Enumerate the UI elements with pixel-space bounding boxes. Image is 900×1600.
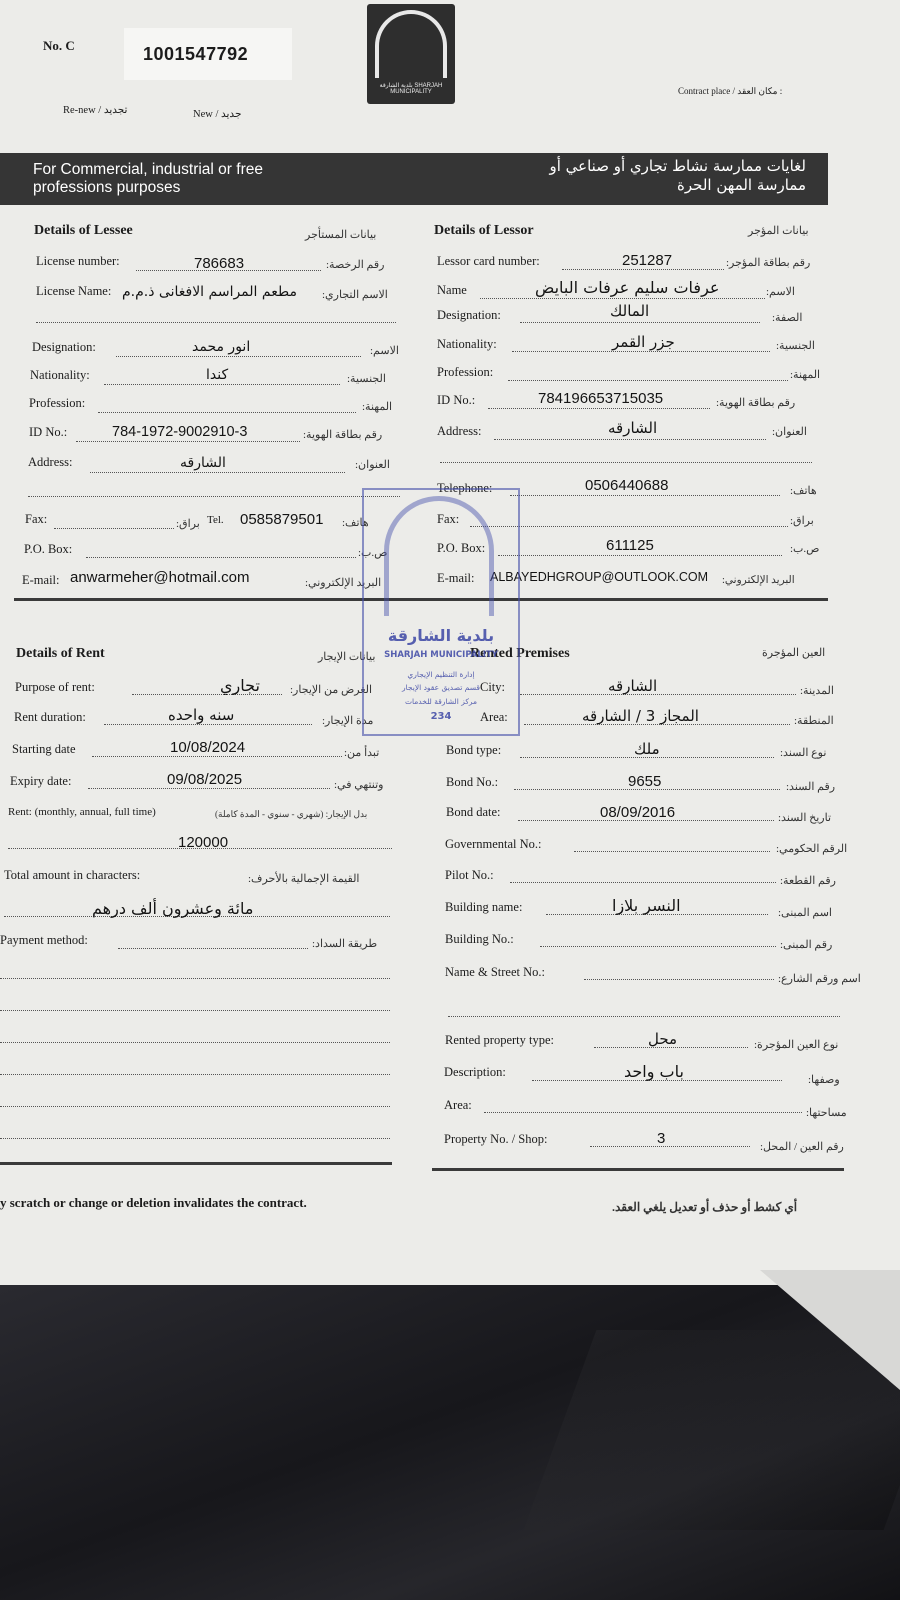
premises-type-ar: نوع العين المؤجرة: xyxy=(754,1039,839,1051)
logo-text: بلدية الشارقة SHARJAH MUNICIPALITY xyxy=(379,83,443,95)
rent-purpose-ar: الغرض من الإيجار: xyxy=(290,684,373,696)
lessee-fax-label: Fax: xyxy=(25,512,48,526)
lessor-card-number: 251287 xyxy=(622,252,673,269)
purpose-banner xyxy=(0,153,828,205)
lessor-profession-ar: المهنة: xyxy=(790,369,821,381)
lessor-address-ar: العنوان: xyxy=(772,426,807,438)
lessee-designation: انور محمد xyxy=(192,339,251,355)
rent-amount-label: Rent: (monthly, annual, full time) xyxy=(8,806,156,818)
lessor-email-ar: البريد الإلكتروني: xyxy=(722,575,795,586)
premises-desc: باب واحد xyxy=(624,1062,684,1081)
rent-total-words: مائة وعشرون ألف درهم xyxy=(92,899,254,918)
banner-arabic: لغايات ممارسة نشاط تجاري أو صناعي أو ممارسة المهن الحرة xyxy=(549,157,806,194)
rent-duration: سنه واحده xyxy=(168,706,235,724)
lessee-nationality-ar: الجنسية: xyxy=(347,373,386,385)
premises-street-ar: اسم ورقم الشارع: xyxy=(778,973,861,985)
rent-start-date: 10/08/2024 xyxy=(170,739,246,756)
lessee-nationality-label: Nationality: xyxy=(30,368,90,382)
footer-note-en: y scratch or change or deletion invalidates the contract. xyxy=(0,1195,307,1210)
lessee-pobox-ar: ص.ب: xyxy=(358,547,388,559)
lessee-email-label: E-mail: xyxy=(22,573,60,587)
sharjah-municipality-logo xyxy=(367,4,455,104)
lessee-id-label: ID No.: xyxy=(29,425,68,439)
lessee-license-number-label: License number: xyxy=(36,254,120,268)
premises-prop-label: Property No. / Shop: xyxy=(444,1132,548,1146)
lessee-title-ar: بيانات المستأجر xyxy=(305,229,377,241)
stamp-line5: مركز الشارقة للخدمات xyxy=(404,697,478,706)
lessor-card-ar: رقم بطاقة المؤجر: xyxy=(726,257,811,269)
premises-bond-date-ar: تاريخ السند: xyxy=(778,812,832,824)
rent-expiry-ar: وتنتهي في: xyxy=(334,779,384,791)
premises-building-name-label: Building name: xyxy=(445,900,523,914)
stamp-line6: 234 xyxy=(430,711,452,722)
lessee-designation-label: Designation: xyxy=(32,340,96,354)
premises-bond-type-ar: نوع السند: xyxy=(780,747,827,759)
lessor-pobox: 611125 xyxy=(606,537,654,554)
lessor-telephone-label: Telephone: xyxy=(437,481,493,495)
rent-purpose: تجاري xyxy=(220,676,260,695)
rent-expiry-date: 09/08/2025 xyxy=(167,771,243,788)
premises-bond-type: ملك xyxy=(634,740,660,758)
premises-building-name: النسر بلازا xyxy=(612,896,681,915)
contract-no-label: No. C xyxy=(43,38,75,53)
lessor-fax-label: Fax: xyxy=(437,512,460,526)
premises-title-ar: العين المؤجرة xyxy=(762,647,826,659)
lessee-address-ar: العنوان: xyxy=(355,459,390,471)
premises-street-label: Name & Street No.: xyxy=(445,965,545,979)
lessor-name-label: Name xyxy=(437,283,467,297)
premises-bond-no-label: Bond No.: xyxy=(446,775,499,789)
lessee-nationality: كندا xyxy=(206,367,229,383)
premises-city-label: City: xyxy=(480,680,506,694)
stamp-line3: إدارة التنظيم الإيجاري xyxy=(407,670,475,679)
lessor-id-label: ID No.: xyxy=(437,393,476,407)
lessor-address: الشارقه xyxy=(608,419,658,437)
renew-label: Re-new / تجديد xyxy=(63,105,128,116)
lessor-email-label: E-mail: xyxy=(437,571,475,585)
lessor-profession-label: Profession: xyxy=(437,365,494,379)
rent-amount: 120000 xyxy=(178,834,229,851)
premises-type: محل xyxy=(648,1030,678,1048)
lessor-id-ar: رقم بطاقة الهوية: xyxy=(716,397,796,409)
lessor-fax-ar: براق: xyxy=(790,515,814,527)
stamp-line4: قسم تصديق عقود الإيجار xyxy=(402,683,480,692)
rent-title: Details of Rent xyxy=(16,646,105,661)
contract-place: Contract place / مكان العقد : xyxy=(678,86,783,96)
rent-start-label: Starting date xyxy=(12,742,76,756)
lessor-pobox-label: P.O. Box: xyxy=(437,541,486,555)
lessee-pobox-label: P.O. Box: xyxy=(24,542,73,556)
premises-prop-no: 3 xyxy=(657,1130,666,1147)
lessee-tel-label: Tel. xyxy=(207,514,224,526)
lessor-address-label: Address: xyxy=(437,424,482,438)
lessor-title: Details of Lessor xyxy=(434,223,534,238)
premises-building-name-ar: اسم المبنى: xyxy=(778,907,832,919)
rent-amount-ar: بدل الإيجار: (شهري - سنوي - المدة كاملة) xyxy=(215,809,368,819)
rent-purpose-label: Purpose of rent: xyxy=(15,680,95,694)
lessor-nationality-label: Nationality: xyxy=(437,337,497,351)
premises-size-label: Area: xyxy=(444,1098,472,1112)
premises-prop-ar: رقم العين / المحل: xyxy=(760,1141,844,1153)
premises-pilot-ar: رقم القطعة: xyxy=(780,875,836,887)
premises-city: الشارقه xyxy=(608,677,658,695)
contract-number: 1001547792 xyxy=(143,44,249,64)
premises-desc-ar: وصفها: xyxy=(808,1074,840,1086)
lessor-pobox-ar: ص.ب: xyxy=(790,543,820,555)
premises-bond-no: 9655 xyxy=(628,773,662,790)
premises-desc-label: Description: xyxy=(444,1065,506,1079)
lessee-license-name-ar: الاسم التجاري: xyxy=(322,289,388,301)
lessor-designation: المالك xyxy=(610,302,650,320)
rent-duration-ar: مدة الإيجار: xyxy=(322,715,374,727)
lessee-profession-ar: المهنة: xyxy=(362,401,393,413)
lessor-id-number: 784196653715035 xyxy=(538,390,664,407)
new-label: New / جديد xyxy=(193,109,242,120)
lessor-designation-ar: الصفة: xyxy=(772,312,803,324)
premises-size-ar: مساحتها: xyxy=(806,1107,847,1119)
premises-area-label: Area: xyxy=(480,710,508,724)
rent-start-ar: تبدأ من: xyxy=(344,747,380,759)
lessor-telephone-ar: هاتف: xyxy=(790,485,817,497)
lessor-name: عرفات سليم عرفات البايض xyxy=(535,278,720,297)
lessee-license-name: مطعم المراسم الافغانى ذ.م.م xyxy=(122,284,297,300)
premises-gov-label: Governmental No.: xyxy=(445,837,542,851)
lessee-id-ar: رقم بطاقة الهوية: xyxy=(303,429,383,441)
lessee-email-ar: البريد الإلكتروني: xyxy=(305,577,382,589)
lessor-name-ar: الاسم: xyxy=(766,286,795,298)
footer-note-ar: أي كشط أو حذف أو تعديل يلغي العقد. xyxy=(612,1200,798,1214)
premises-area-ar: المنطقة: xyxy=(794,715,834,727)
lessee-license-name-label: License Name: xyxy=(36,284,112,298)
stamp-arch-icon xyxy=(384,496,494,616)
rent-payment-ar: طريقة السداد: xyxy=(312,938,378,950)
stamp-line1: بلدية الشارقة xyxy=(387,626,495,645)
rent-expiry-label: Expiry date: xyxy=(10,774,72,788)
rent-payment-label: Payment method: xyxy=(0,933,88,947)
premises-building-no-ar: رقم المبنى: xyxy=(780,939,833,951)
lessee-profession-label: Profession: xyxy=(29,396,86,410)
rent-total-label: Total amount in characters: xyxy=(4,868,141,882)
premises-building-no-label: Building No.: xyxy=(445,932,514,946)
lessor-email: ALBAYEDHGROUP@OUTLOOK.COM xyxy=(490,570,709,584)
lessee-title: Details of Lessee xyxy=(34,223,133,238)
lessee-id-number: 784-1972-9002910-3 xyxy=(112,424,248,440)
premises-bond-type-label: Bond type: xyxy=(446,743,502,757)
lessee-address-label: Address: xyxy=(28,455,73,469)
lessee-tel-ar: هاتف: xyxy=(342,517,369,529)
municipality-stamp xyxy=(362,488,520,736)
premises-title: Rented Premises xyxy=(470,646,570,661)
logo-arch-icon xyxy=(375,10,447,78)
premises-gov-ar: الرقم الحكومي: xyxy=(776,843,848,855)
lessor-nationality: جزر القمر xyxy=(612,333,675,351)
stamp-line2: SHARJAH MUNICIPALITY xyxy=(384,650,498,660)
premises-bond-no-ar: رقم السند: xyxy=(786,781,836,793)
premises-type-label: Rented property type: xyxy=(445,1033,554,1047)
lessee-tel: 0585879501 xyxy=(240,511,324,528)
lessor-card-label: Lessor card number: xyxy=(437,254,540,268)
rent-duration-label: Rent duration: xyxy=(14,710,86,724)
lessee-designation-ar: الاسم: xyxy=(370,345,399,357)
premises-area: المجاز 3 / الشارقه xyxy=(582,707,699,725)
lessee-license-number-ar: رقم الرخصة: xyxy=(326,259,385,271)
rent-total-ar: القيمة الإجمالية بالأحرف: xyxy=(248,873,360,885)
premises-city-ar: المدينة: xyxy=(800,685,834,697)
premises-pilot-label: Pilot No.: xyxy=(445,868,494,882)
lessee-address: الشارقه xyxy=(180,455,226,471)
banner-english: For Commercial, industrial or free professions purposes xyxy=(33,161,263,196)
lessor-nationality-ar: الجنسية: xyxy=(776,340,815,352)
lessee-email: anwarmeher@hotmail.com xyxy=(70,569,250,586)
rent-title-ar: بيانات الإيجار xyxy=(318,651,376,663)
lessor-designation-label: Designation: xyxy=(437,308,501,322)
premises-bond-date-label: Bond date: xyxy=(446,805,501,819)
premises-bond-date: 08/09/2016 xyxy=(600,804,676,821)
lessor-telephone: 0506440688 xyxy=(585,477,669,494)
lessee-fax-ar: براق: xyxy=(176,518,200,530)
lessee-license-number: 786683 xyxy=(194,255,245,272)
lessor-title-ar: بيانات المؤجر xyxy=(748,225,809,237)
